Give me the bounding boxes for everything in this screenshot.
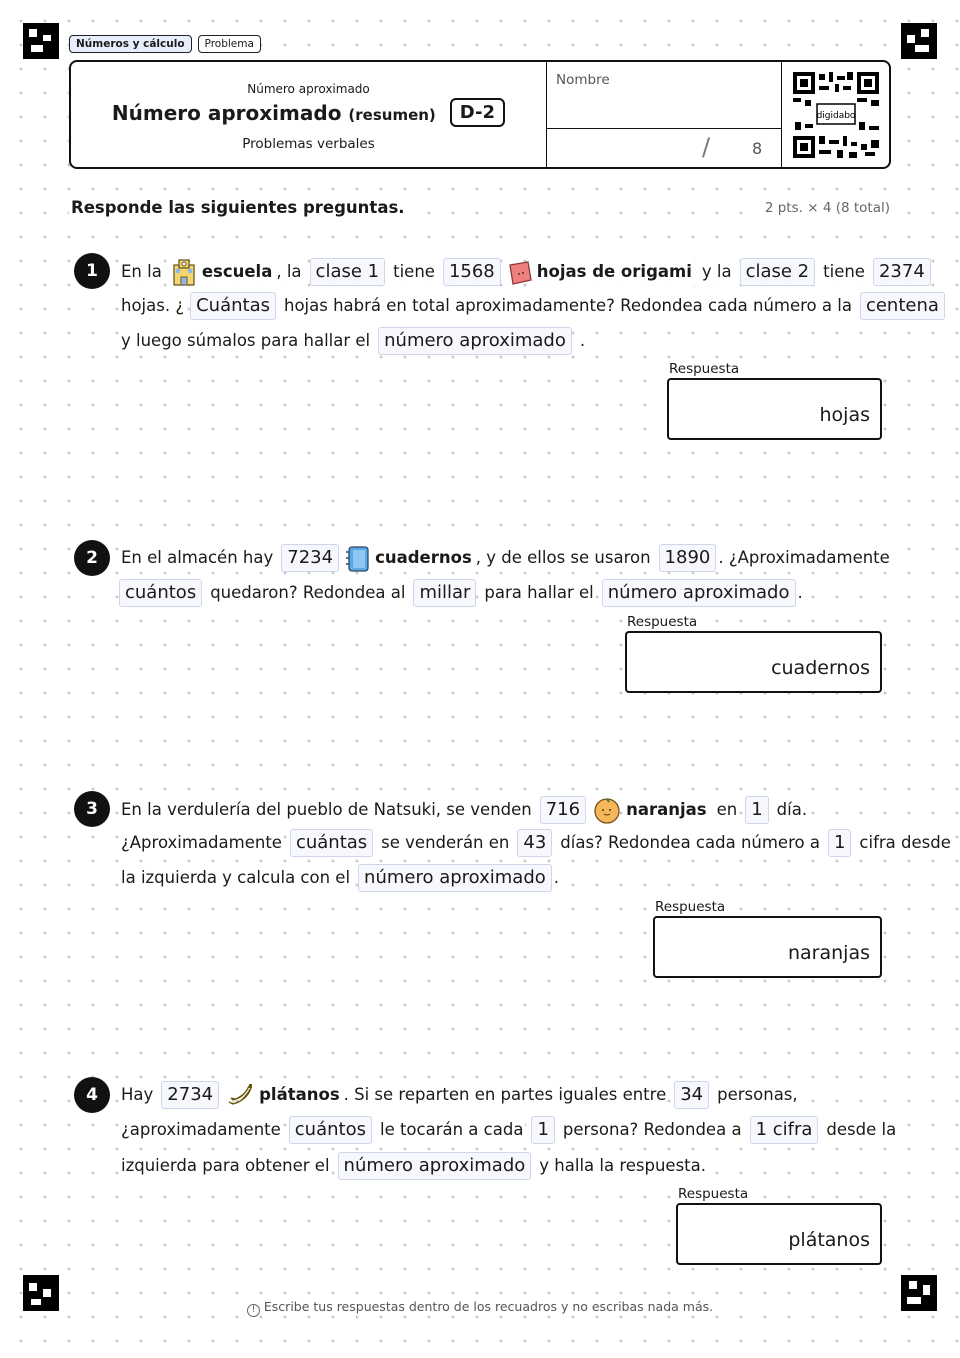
text: ¿Aproximadamente — [119, 829, 284, 857]
text: para hallar el — [482, 579, 595, 607]
text: y halla la respuesta. — [537, 1152, 708, 1180]
digit-box: 1 cifra — [750, 1116, 819, 1144]
text: En el almacén hay — [119, 544, 275, 572]
class-2-box: clase 2 — [740, 258, 816, 286]
text: le tocarán a cada — [378, 1116, 525, 1144]
instructions: Responde las siguientes preguntas. — [71, 198, 405, 217]
header-category: Problemas verbales — [242, 136, 375, 152]
number-box: 7234 — [281, 544, 339, 572]
origami-icon — [507, 258, 535, 286]
question-number-2: 2 — [74, 540, 110, 576]
text: ¿aproximadamente — [119, 1116, 283, 1144]
worksheet-code: D-2 — [450, 98, 505, 127]
origami-word: hojas de origami — [535, 258, 694, 286]
orange-icon — [592, 796, 624, 825]
answer-unit: naranjas — [787, 942, 870, 964]
type-tag: Problema — [198, 35, 261, 53]
score-slash: / — [702, 133, 711, 161]
number-box: 1 — [531, 1116, 554, 1144]
corner-marker-top-left — [23, 23, 59, 59]
score-total: 8 — [752, 139, 763, 158]
text: En la — [119, 258, 164, 286]
text: . ¿Aproximadamente — [716, 544, 891, 572]
question-1-line-1 — [119, 258, 937, 287]
answer-unit: plátanos — [788, 1229, 870, 1251]
question-number-1: 1 — [74, 253, 110, 289]
question-2-line-1 — [119, 544, 898, 573]
rounding-unit-box: centena — [860, 292, 945, 320]
text: tiene — [821, 258, 867, 286]
question-word-box: Cuántas — [190, 292, 276, 320]
approximate-number-box: número aproximado — [602, 579, 796, 607]
text: Hay — [119, 1081, 155, 1109]
subject-tag: Números y cálculo — [69, 35, 192, 53]
text: . Si se reparten en partes iguales entre — [342, 1081, 669, 1109]
text: hojas. ¿ — [119, 292, 186, 320]
text: En la verdulería del pueblo de Natsuki, se venden — [119, 796, 534, 824]
question-3-line-2 — [119, 829, 959, 857]
text: la izquierda y calcula con el — [119, 864, 352, 892]
footer-note — [0, 1299, 960, 1317]
text: persona? Redondea a — [561, 1116, 744, 1144]
school-word: escuela — [200, 258, 275, 286]
class-1-box: clase 1 — [310, 258, 386, 286]
text: , la — [274, 258, 303, 286]
text: desde la — [824, 1116, 898, 1144]
footer-text: Escribe tus respuestas dentro de los recuadros y no escribas nada más. — [263, 1299, 714, 1314]
number-box: 2374 — [873, 258, 931, 286]
question-4-line-1 — [119, 1081, 806, 1110]
text: . — [552, 864, 561, 892]
header-title-area — [71, 62, 546, 167]
text: . — [578, 327, 587, 355]
answer-label: Respuesta — [655, 899, 726, 915]
qr-code-icon — [793, 72, 879, 158]
question-4-line-3 — [119, 1152, 714, 1180]
approximate-number-box: número aproximado — [358, 864, 552, 892]
info-icon: ! — [247, 1304, 260, 1317]
text: personas, — [715, 1081, 800, 1109]
question-number-4: 4 — [74, 1077, 110, 1113]
name-field[interactable] — [547, 62, 781, 129]
text: y luego súmalos para hallar el — [119, 327, 372, 355]
text: en — [715, 796, 740, 824]
school-icon — [170, 258, 200, 287]
answer-unit: cuadernos — [771, 657, 870, 679]
tag-row — [69, 35, 261, 53]
approximate-number-box: número aproximado — [338, 1152, 532, 1180]
notebooks-word: cuadernos — [373, 544, 474, 572]
answer-box-4[interactable] — [676, 1203, 882, 1265]
name-label: Nombre — [556, 72, 610, 88]
name-score-area — [546, 62, 782, 167]
text: izquierda para obtener el — [119, 1152, 332, 1180]
question-word-box: cuántas — [290, 829, 373, 857]
question-3-line-3 — [119, 864, 567, 892]
text: días? Redondea cada número a — [558, 829, 822, 857]
answer-unit: hojas — [819, 404, 870, 426]
answer-box-1[interactable] — [667, 378, 882, 440]
number-box: 1 — [828, 829, 851, 857]
answer-label: Respuesta — [627, 614, 698, 630]
text: quedaron? Redondea al — [208, 579, 407, 607]
text: . — [796, 579, 805, 607]
answer-label: Respuesta — [669, 361, 740, 377]
number-box: 1568 — [443, 258, 501, 286]
approximate-number-box: número aproximado — [378, 327, 572, 355]
banana-icon — [225, 1081, 257, 1110]
points-info: 2 pts. × 4 (8 total) — [764, 200, 890, 216]
number-box: 34 — [674, 1081, 709, 1109]
question-4-line-2 — [119, 1116, 904, 1144]
question-word-box: cuántos — [119, 579, 202, 607]
text: se venderán en — [379, 829, 511, 857]
answer-box-3[interactable] — [653, 916, 882, 978]
score-field — [547, 129, 781, 169]
rounding-unit-box: millar — [413, 579, 476, 607]
number-box: 2734 — [161, 1081, 219, 1109]
number-box: 1890 — [659, 544, 717, 572]
text: y la — [700, 258, 734, 286]
question-1-line-3 — [119, 327, 593, 355]
header-subtitle: Número aproximado — [247, 82, 370, 96]
page-title: Número aproximado (resumen) — [111, 100, 436, 125]
text: , y de ellos se usaron — [474, 544, 653, 572]
answer-label: Respuesta — [678, 1186, 749, 1202]
number-box: 43 — [517, 829, 552, 857]
number-box: 1 — [745, 796, 768, 824]
svg-text:digidabo: digidabo — [816, 111, 856, 121]
question-1-line-2 — [119, 292, 951, 320]
question-number-3: 3 — [74, 791, 110, 827]
question-word-box: cuántos — [289, 1116, 372, 1144]
answer-box-2[interactable] — [625, 631, 882, 693]
text: tiene — [391, 258, 437, 286]
text: cifra desde — [857, 829, 952, 857]
question-3-line-1 — [119, 796, 815, 825]
oranges-word: naranjas — [624, 796, 709, 824]
corner-marker-top-right — [901, 23, 937, 59]
worksheet-header — [69, 60, 891, 169]
text: hojas habrá en total aproximadamente? Redondea cada número a la — [282, 292, 854, 320]
question-2-line-2 — [119, 579, 811, 607]
bananas-word: plátanos — [257, 1081, 342, 1109]
text: día. — [775, 796, 809, 824]
notebook-icon — [345, 544, 373, 573]
number-box: 716 — [540, 796, 586, 824]
